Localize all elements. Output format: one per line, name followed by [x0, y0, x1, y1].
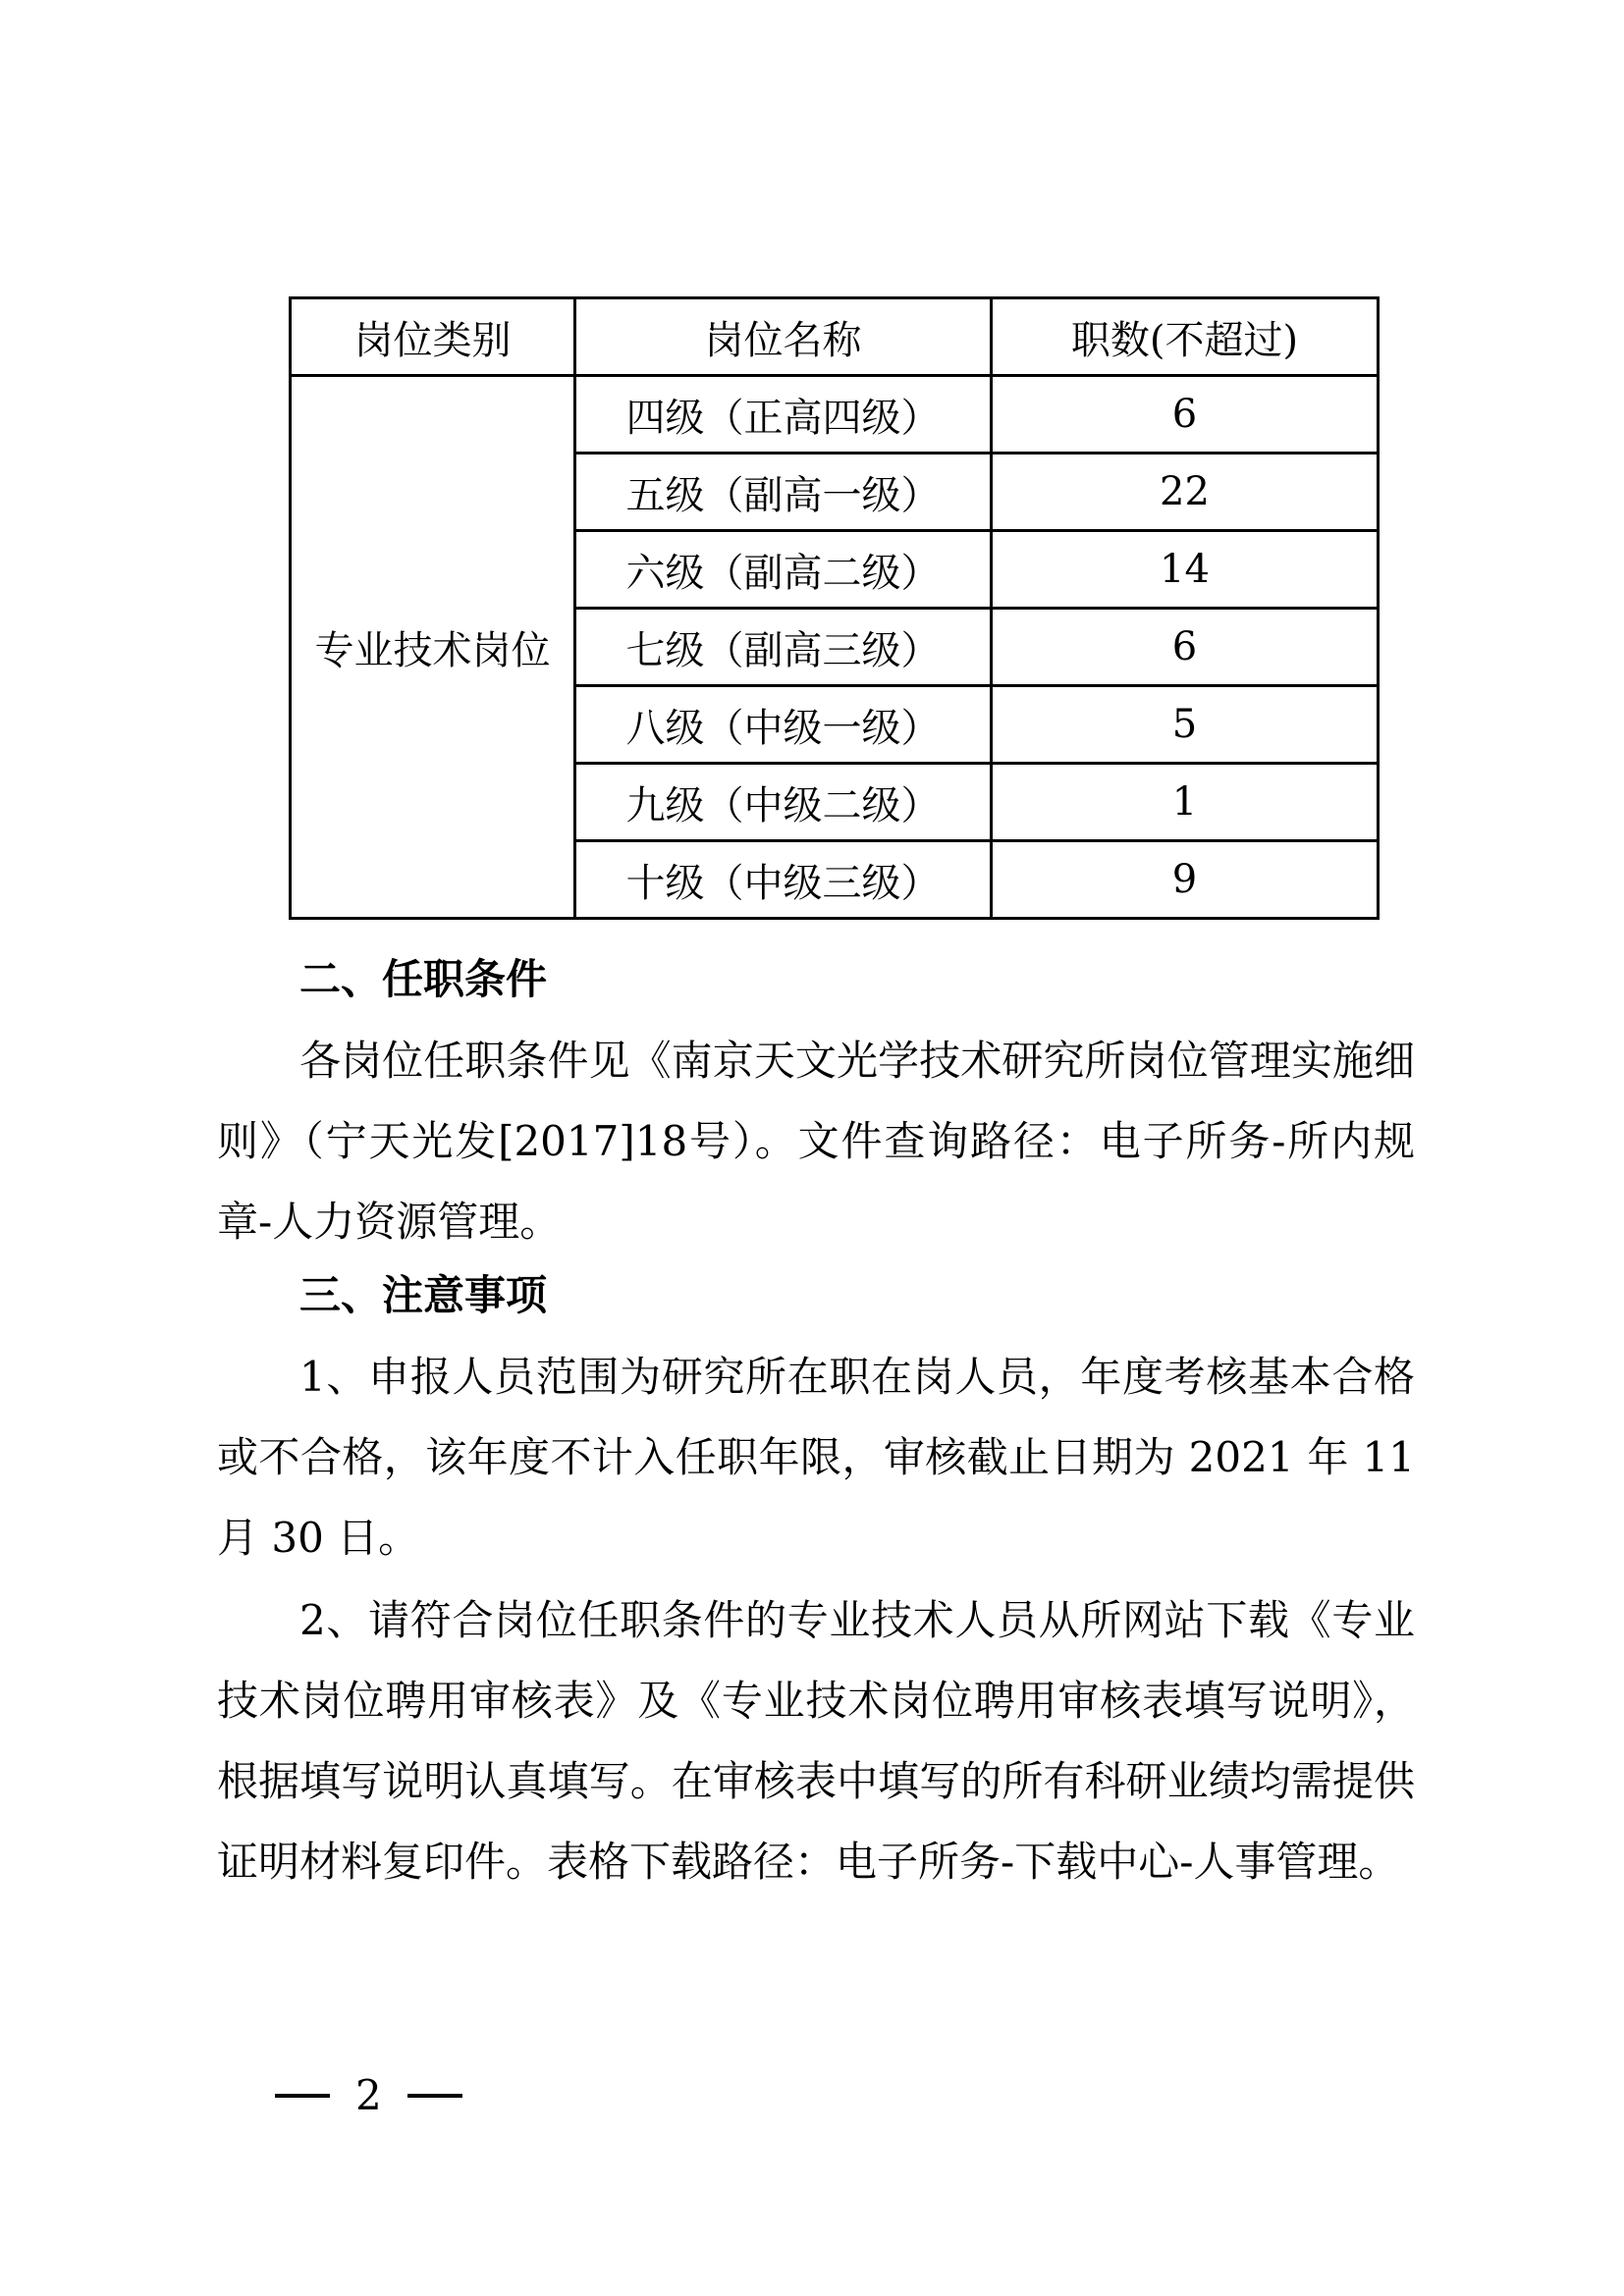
section2-body: 各岗位任职条件见《南京天文光学技术研究所岗位管理实施细则》（宁天光发[2017]18号）。文件查询路径：电子所务-所内规章-人力资源管理。 [217, 1037, 1415, 1246]
page-footer [275, 2066, 462, 2125]
section2-heading: 二、任职条件 [299, 955, 548, 1003]
quota-cell: 1 [992, 764, 1379, 841]
section3-heading: 三、注意事项 [299, 1271, 548, 1319]
table-row [291, 376, 1379, 454]
header-quota: 职数(不超过) [992, 298, 1379, 376]
page-number: 2 [355, 2071, 382, 2119]
post-name-cell: 十级（中级三级） [575, 841, 992, 919]
post-name-cell: 六级（副高二级） [575, 531, 992, 609]
footer-dash-left [275, 2094, 330, 2098]
post-name-cell: 七级（副高三级） [575, 609, 992, 686]
header-post-name: 岗位名称 [575, 298, 992, 376]
quota-cell: 14 [992, 531, 1379, 609]
section3-item2: 2、请符合岗位任职条件的专业技术人员从所网站下载《专业技术岗位聘用审核表》及《专业技术岗位聘用审核表填写说明》，根据填写说明认真填写。在审核表中填写的所有科研业绩均需提供证明材料复印件。表格下载路径：电子所务-下载中心-人事管理。 [217, 1596, 1415, 1886]
quota-cell: 5 [992, 686, 1379, 764]
quota-cell: 22 [992, 454, 1379, 531]
post-name-cell: 五级（副高一级） [575, 454, 992, 531]
post-name-cell: 八级（中级一级） [575, 686, 992, 764]
footer-dash-right [407, 2094, 462, 2098]
quota-cell: 9 [992, 841, 1379, 919]
section3-item1: 1、申报人员范围为研究所在职在岗人员，年度考核基本合格或不合格，该年度不计入任职年限，审核截止日期为 2021 年 11 月 30 日。 [217, 1353, 1415, 1562]
quota-cell: 6 [992, 376, 1379, 454]
header-category: 岗位类别 [291, 298, 575, 376]
table-header-row [291, 298, 1379, 376]
post-quota-table [289, 296, 1380, 920]
post-name-cell: 四级（正高四级） [575, 376, 992, 454]
quota-cell: 6 [992, 609, 1379, 686]
category-cell: 专业技术岗位 [291, 376, 575, 919]
post-name-cell: 九级（中级二级） [575, 764, 992, 841]
